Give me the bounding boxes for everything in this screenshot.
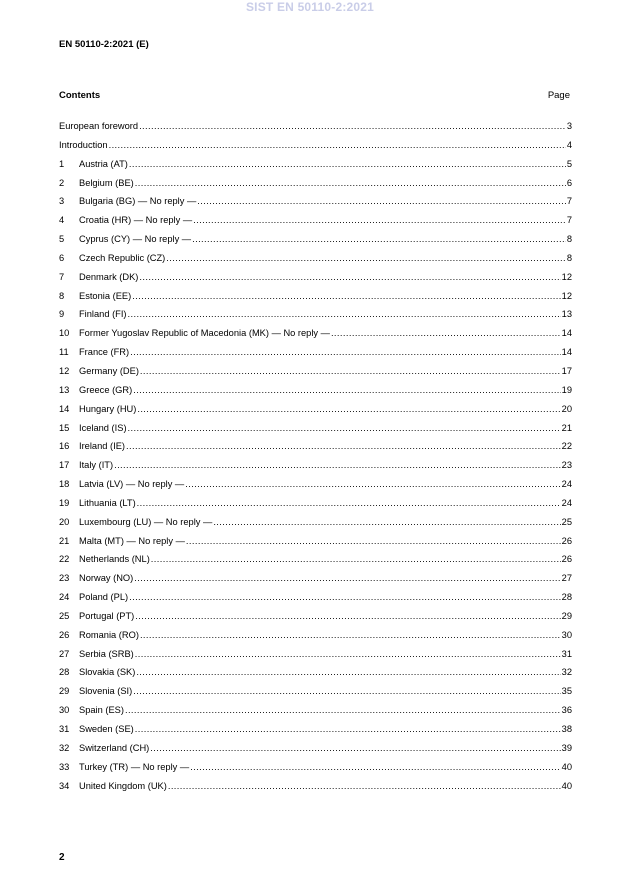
toc-entry-page: 21 — [561, 422, 572, 433]
toc-entry-number: 17 — [59, 460, 70, 471]
toc-entry[interactable] — [59, 422, 572, 441]
toc-entry[interactable] — [59, 572, 572, 591]
toc-dot-leader — [126, 440, 561, 453]
toc-entry-number: 8 — [59, 290, 65, 301]
toc-entry-title: Estonia (EE) — [79, 290, 132, 301]
toc-entry-number: 34 — [59, 780, 70, 791]
toc-entry-title: Turkey (TR) — No reply — — [79, 761, 190, 772]
toc-dot-leader — [190, 761, 560, 774]
toc-entry-title: Norway (NO) — [79, 573, 134, 584]
toc-entry-page: 36 — [561, 705, 572, 716]
toc-dot-leader — [128, 422, 561, 435]
toc-entry[interactable] — [59, 365, 572, 384]
toc-entry-title: Portugal (PT) — [79, 610, 135, 621]
toc-entry[interactable] — [59, 271, 572, 290]
toc-entry-page: 13 — [561, 309, 572, 320]
toc-entry-title: Former Yugoslav Republic of Macedonia (MK) — No reply — — [79, 328, 330, 339]
toc-entry-number: 28 — [59, 667, 70, 678]
toc-entry-number: 10 — [59, 328, 70, 339]
toc-entry-number: 26 — [59, 629, 70, 640]
toc-entry[interactable] — [59, 440, 572, 459]
toc-entry[interactable] — [59, 685, 572, 704]
toc-entry[interactable] — [59, 214, 572, 233]
toc-entry-number: 6 — [59, 252, 65, 263]
toc-entry-page: 39 — [561, 742, 572, 753]
toc-entry-title: Denmark (DK) — [79, 271, 139, 282]
toc-entry-page: 19 — [561, 384, 572, 395]
toc-entry-number: 20 — [59, 516, 70, 527]
toc-entry-number: 9 — [59, 309, 65, 320]
toc-entry[interactable] — [59, 666, 572, 685]
toc-dot-leader — [168, 780, 561, 793]
toc-entry-page: 30 — [561, 629, 572, 640]
toc-entry-page: 26 — [561, 535, 572, 546]
toc-entry-number: 13 — [59, 384, 70, 395]
toc-dot-leader — [150, 742, 560, 755]
toc-entry-title: Latvia (LV) — No reply — — [79, 479, 185, 490]
toc-entry-title: Czech Republic (CZ) — [79, 252, 166, 263]
toc-entry[interactable] — [59, 780, 572, 799]
toc-entry-page: 14 — [561, 328, 572, 339]
toc-entry-page: 5 — [566, 158, 572, 169]
toc-entry-title: Malta (MT) — No reply — — [79, 535, 185, 546]
toc-entry-page: 27 — [561, 573, 572, 584]
toc-entry-title: Ireland (IE) — [79, 441, 125, 452]
toc-entry[interactable] — [59, 384, 572, 403]
toc-entry[interactable] — [59, 290, 572, 309]
toc-entry-number: 14 — [59, 403, 70, 414]
toc-dot-leader — [134, 572, 560, 585]
toc-entry-title: Sweden (SE) — [79, 724, 134, 734]
contents-header — [59, 90, 570, 101]
toc-entry-number: 22 — [59, 554, 70, 565]
toc-dot-leader — [331, 327, 561, 340]
toc-dot-leader — [139, 120, 566, 133]
toc-entry-number: 11 — [59, 347, 69, 358]
toc-entry-title: United Kingdom (UK) — [79, 780, 167, 791]
toc-entry-title: Introduction — [59, 139, 108, 150]
toc-entry-number: 16 — [59, 441, 70, 452]
toc-entry[interactable] — [59, 252, 572, 271]
toc-entry-title: Romania (RO) — [79, 629, 139, 640]
toc-dot-leader — [133, 685, 560, 698]
toc-entry-number: 4 — [59, 215, 65, 226]
toc-entry-title: Spain (ES) — [79, 705, 124, 716]
toc-entry-title: Greece (GR) — [79, 384, 133, 395]
toc-entry-title: Netherlands (NL) — [79, 554, 150, 565]
toc-dot-leader — [125, 704, 561, 717]
toc-entry[interactable] — [59, 308, 572, 327]
toc-dot-leader — [166, 252, 566, 265]
toc-entry-number: 2 — [59, 177, 65, 188]
toc-entry-number: 24 — [59, 592, 70, 603]
toc-dot-leader — [135, 610, 560, 623]
toc-entry-title: Germany (DE) — [79, 365, 139, 376]
toc-entry-number: 5 — [59, 234, 65, 245]
toc-entry[interactable] — [59, 478, 572, 497]
toc-entry-number: 15 — [59, 422, 70, 433]
toc-entry-number: 32 — [59, 742, 70, 753]
toc-entry-page: 32 — [561, 667, 572, 678]
toc-entry[interactable] — [59, 120, 572, 139]
toc-entry[interactable] — [59, 610, 572, 629]
toc-entry-number: 29 — [59, 686, 70, 697]
toc-entry[interactable] — [59, 403, 572, 422]
toc-dot-leader — [135, 177, 566, 190]
toc-dot-leader — [129, 158, 566, 171]
toc-entry-number: 23 — [59, 573, 70, 584]
toc-entry-number: 25 — [59, 610, 70, 621]
toc-entry-page: 17 — [561, 365, 572, 376]
toc-entry-page: 24 — [561, 497, 572, 508]
toc-dot-leader — [139, 271, 560, 284]
toc-dot-leader — [193, 214, 566, 227]
toc-entry-number: 30 — [59, 705, 70, 716]
toc-entry-title: Lithuania (LT) — [79, 497, 136, 508]
toc-entry-page: 22 — [561, 441, 572, 452]
toc-entry-number: 18 — [59, 479, 70, 490]
toc-entry[interactable] — [59, 459, 572, 478]
toc-dot-leader — [185, 478, 560, 491]
toc-entry[interactable] — [59, 648, 572, 667]
toc-dot-leader — [135, 648, 561, 661]
toc-entry-number: 1 — [59, 158, 65, 169]
toc-entry[interactable] — [59, 704, 572, 723]
toc-entry[interactable] — [59, 591, 572, 610]
toc-entry-title: Cyprus (CY) — No reply — — [79, 234, 192, 245]
toc-entry-number: 12 — [59, 365, 70, 376]
toc-entry[interactable] — [59, 553, 572, 572]
toc-entry-number: 7 — [59, 271, 65, 282]
toc-entry-page: 38 — [561, 724, 572, 734]
toc-entry-number: 19 — [59, 497, 70, 508]
document-id: EN 50110-2:2021 (E) — [59, 39, 149, 50]
toc-entry[interactable] — [59, 327, 572, 346]
toc-entry-page: 26 — [561, 554, 572, 565]
toc-entry-page: 40 — [561, 780, 572, 791]
toc-entry-page: 31 — [561, 648, 572, 659]
toc-dot-leader — [137, 497, 561, 510]
toc-entry-title: Bulgaria (BG) — No reply — — [79, 196, 197, 207]
toc-entry-page: 4 — [566, 139, 572, 150]
toc-entry-page: 29 — [561, 610, 572, 621]
toc-entry-page: 6 — [566, 177, 572, 188]
toc-entry[interactable] — [59, 139, 572, 158]
toc-dot-leader — [140, 629, 561, 642]
toc-entry[interactable] — [59, 723, 572, 742]
toc-entry[interactable] — [59, 158, 572, 177]
page-number: 2 — [59, 852, 65, 863]
contents-title: Contents — [59, 90, 101, 101]
toc-entry-title: Luxembourg (LU) — No reply — — [79, 516, 213, 527]
toc-entry-page: 20 — [561, 403, 572, 414]
toc-dot-leader — [128, 308, 561, 321]
toc-entry[interactable] — [59, 346, 572, 365]
toc-entry-title: Austria (AT) — [79, 158, 128, 169]
toc-entry-page: 14 — [561, 347, 572, 358]
toc-entry-number: 33 — [59, 761, 70, 772]
toc-entry[interactable] — [59, 742, 572, 761]
toc-dot-leader — [192, 233, 566, 246]
toc-dot-leader — [135, 723, 561, 736]
toc-dot-leader — [129, 591, 561, 604]
toc-entry-title: Iceland (IS) — [79, 422, 127, 433]
toc-entry[interactable] — [59, 233, 572, 252]
toc-entry-page: 24 — [561, 479, 572, 490]
toc-entry-page: 8 — [566, 252, 572, 263]
toc-entry-title: Croatia (HR) — No reply — — [79, 215, 193, 226]
toc-dot-leader — [197, 195, 566, 208]
toc-dot-leader — [130, 346, 561, 359]
toc-entry-page: 25 — [561, 516, 572, 527]
toc-entry-title: Slovakia (SK) — [79, 667, 136, 678]
toc-entry-page: 23 — [561, 460, 572, 471]
toc-dot-leader — [140, 365, 561, 378]
toc-dot-leader — [132, 290, 560, 303]
toc-entry-title: Italy (IT) — [79, 460, 114, 471]
toc-entry-number: 21 — [59, 535, 70, 546]
toc-entry-page: 7 — [566, 215, 572, 226]
toc-entry-page: 35 — [561, 686, 572, 697]
table-of-contents — [59, 120, 572, 798]
toc-entry-page: 3 — [566, 121, 572, 131]
toc-dot-leader — [186, 535, 561, 548]
toc-entry-page: 8 — [566, 234, 572, 245]
toc-entry-title: Hungary (HU) — [79, 403, 137, 414]
toc-entry-title: Slovenia (SI) — [79, 686, 133, 697]
toc-entry-title: France (FR) — [79, 347, 130, 358]
toc-dot-leader — [133, 384, 560, 397]
toc-entry-title: Serbia (SRB) — [79, 648, 134, 659]
toc-entry-number: 27 — [59, 648, 70, 659]
toc-entry-title: European foreword — [59, 121, 139, 131]
toc-entry-page: 12 — [561, 271, 572, 282]
toc-entry[interactable] — [59, 516, 572, 535]
toc-entry-title: Finland (FI) — [79, 309, 127, 320]
toc-entry[interactable] — [59, 535, 572, 554]
toc-entry-number: 31 — [59, 724, 70, 734]
toc-dot-leader — [136, 666, 560, 679]
toc-entry[interactable] — [59, 195, 572, 214]
toc-entry-title: Switzerland (CH) — [79, 742, 150, 753]
watermark: SIST EN 50110-2:2021 — [245, 0, 375, 14]
toc-entry[interactable] — [59, 177, 572, 196]
toc-entry-page: 40 — [561, 761, 572, 772]
toc-dot-leader — [109, 139, 566, 152]
toc-dot-leader — [213, 516, 560, 529]
toc-entry-number: 3 — [59, 196, 65, 207]
page-column-label: Page — [547, 90, 570, 101]
toc-entry[interactable] — [59, 497, 572, 516]
toc-dot-leader — [137, 403, 560, 416]
toc-entry-page: 7 — [566, 196, 572, 207]
toc-entry[interactable] — [59, 629, 572, 648]
toc-entry-page: 12 — [561, 290, 572, 301]
toc-entry-title: Belgium (BE) — [79, 177, 134, 188]
toc-entry-title: Poland (PL) — [79, 592, 129, 603]
toc-dot-leader — [151, 553, 561, 566]
toc-entry-page: 28 — [561, 592, 572, 603]
toc-dot-leader — [114, 459, 561, 472]
toc-entry[interactable] — [59, 761, 572, 780]
